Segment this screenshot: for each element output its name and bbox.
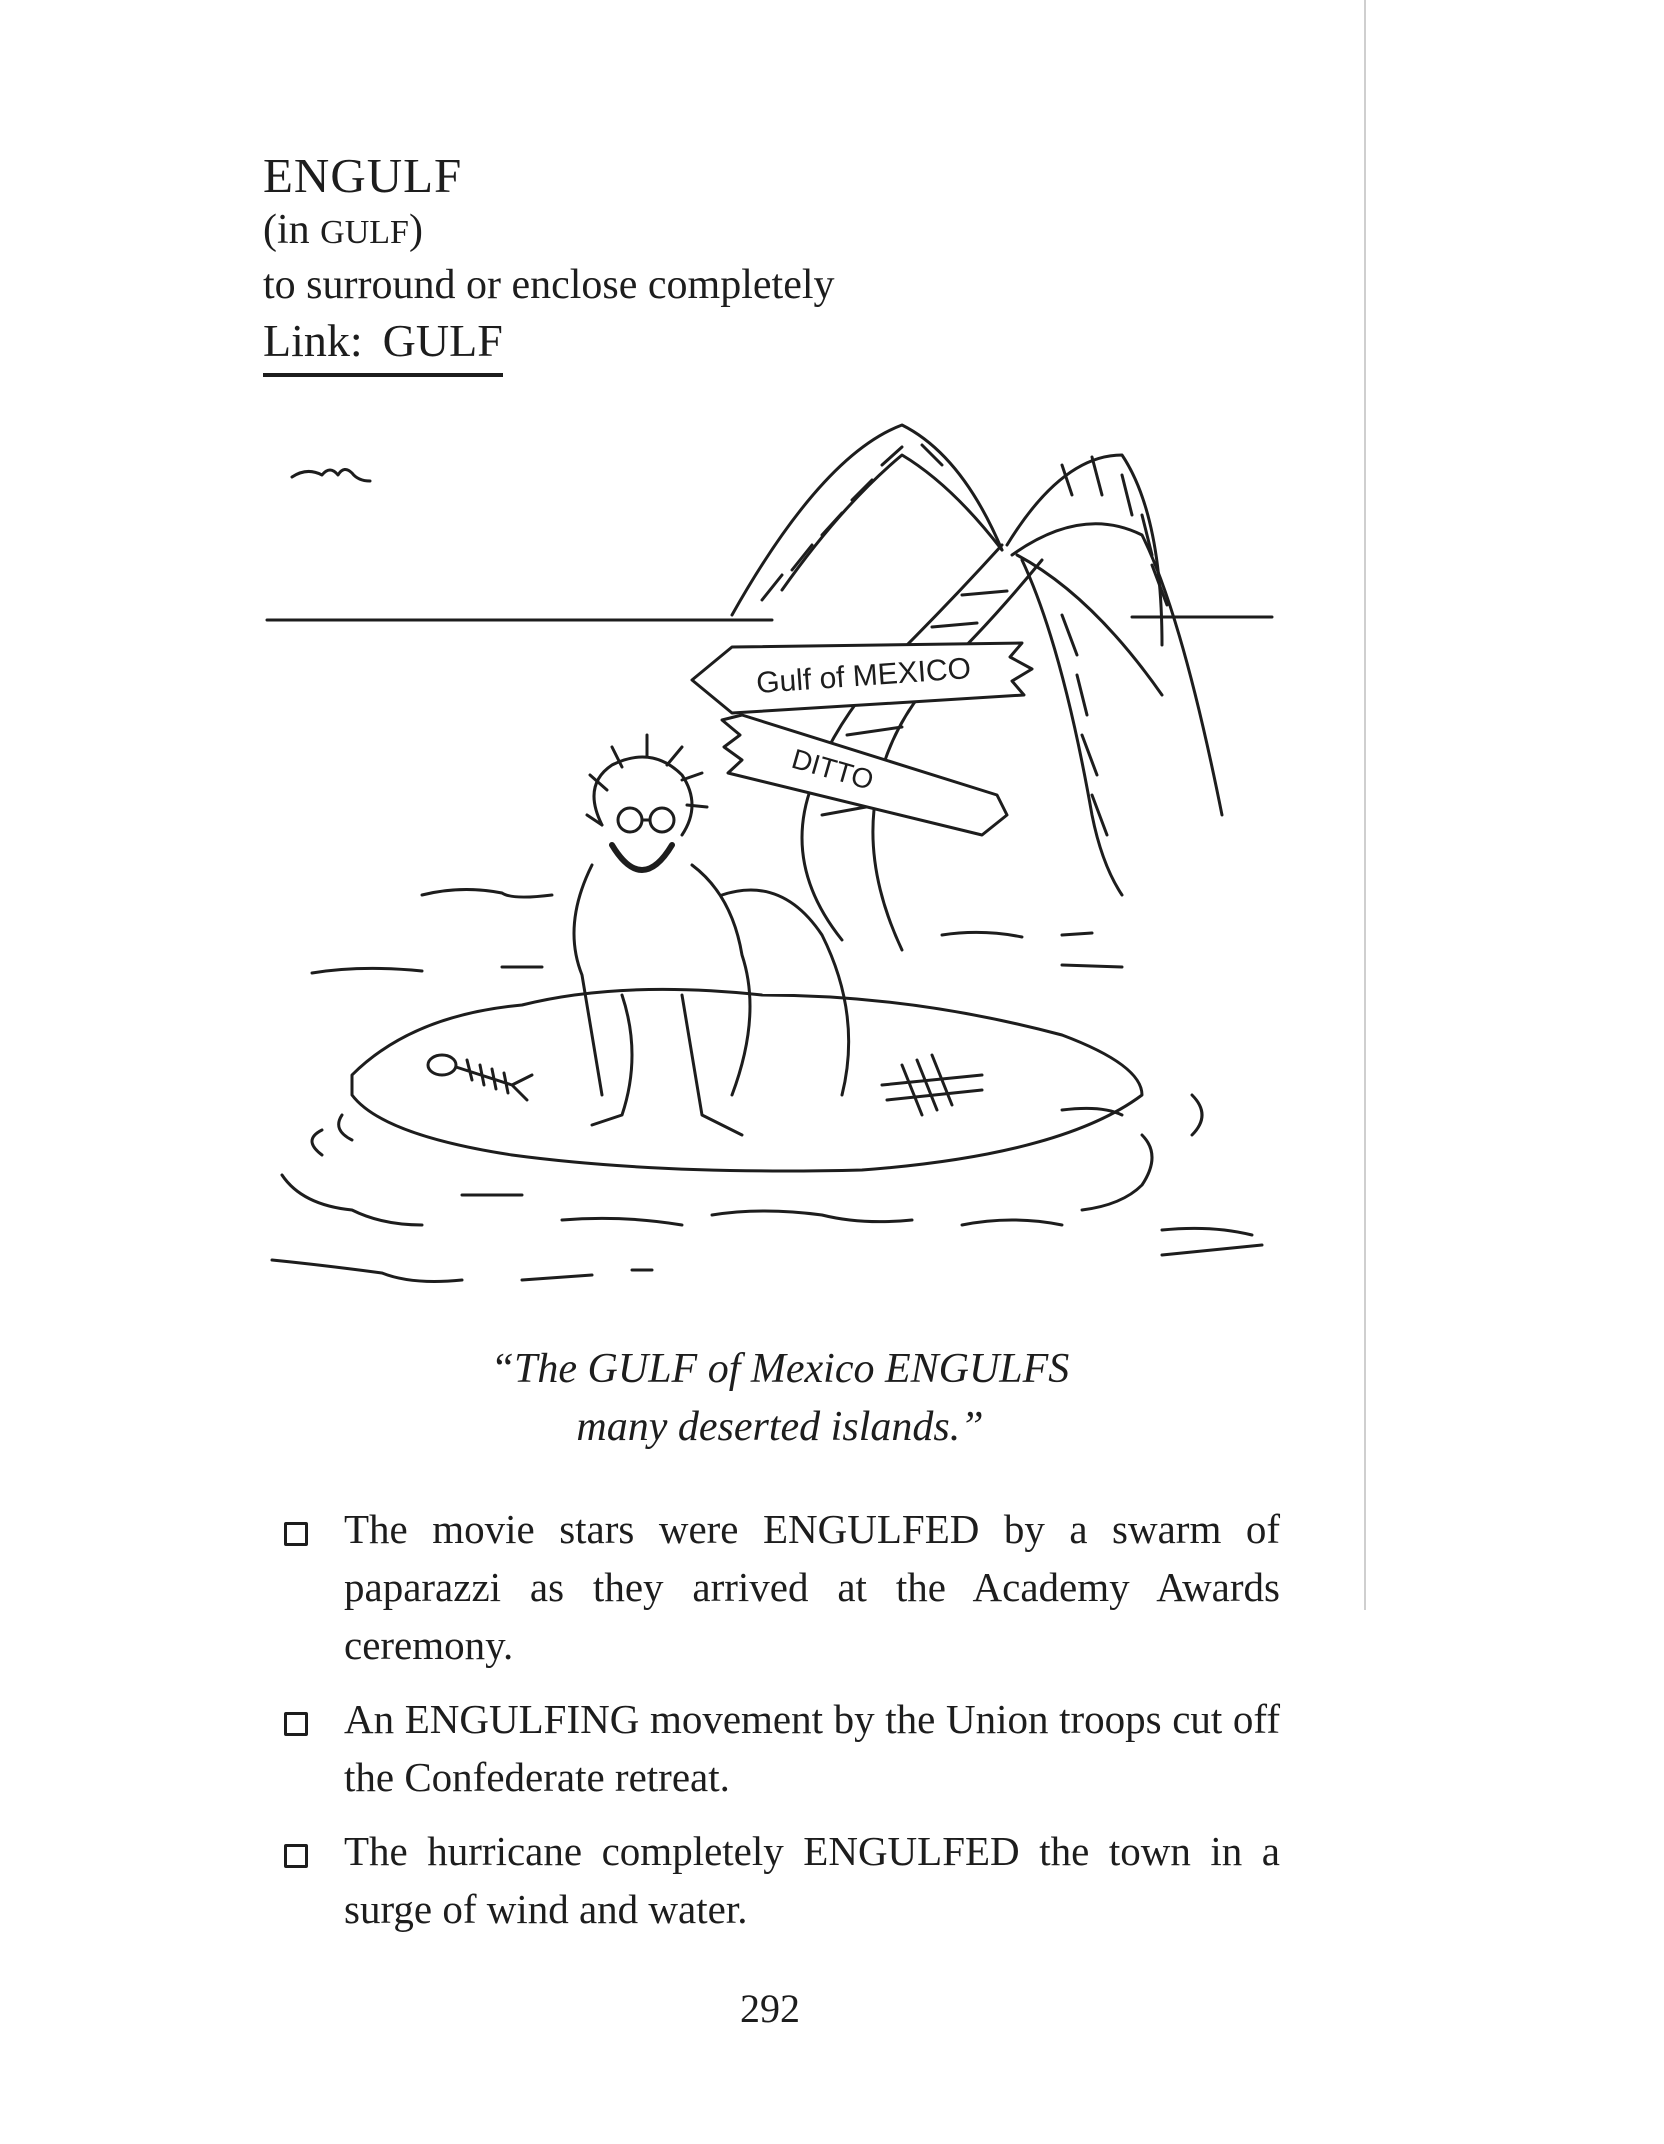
example-sentence: The movie stars were ENGULFED by a swarm of paparazzi as they arrived at the Academy Awards ceremony.	[280, 1500, 1280, 1674]
cartoon-illustration	[262, 395, 1282, 1325]
sign-bottom-text: DITTO	[788, 742, 878, 796]
example-sentence: An ENGULFING movement by the Union troops cut off the Confederate retreat.	[280, 1690, 1280, 1806]
example-sentences	[280, 1500, 1280, 1954]
caption-line-1: “The GULF of Mexico ENGULFS	[490, 1346, 1070, 1392]
seagull-icon	[292, 469, 370, 481]
breakdown-root: GULF	[320, 214, 409, 251]
headword: ENGULF	[263, 148, 463, 203]
page-number: 292	[740, 1986, 800, 2031]
word-breakdown: (in GULF)	[263, 207, 423, 253]
caption-line-2: many deserted islands.”	[576, 1404, 984, 1450]
fish-skeleton-icon	[428, 1055, 532, 1100]
link-word: GULF	[382, 315, 503, 366]
signpost	[692, 643, 1032, 835]
definition: to surround or enclose completely	[263, 262, 835, 308]
horizon-line	[267, 617, 1272, 620]
link-line	[263, 311, 503, 377]
cartoon-caption	[340, 1340, 1220, 1456]
checkbox-icon	[284, 1712, 308, 1736]
tally-marks-icon	[882, 1055, 982, 1115]
checkbox-icon	[284, 1844, 308, 1868]
link-label: Link:	[263, 315, 363, 366]
example-sentence: The hurricane completely ENGULFED the town in a surge of wind and water.	[280, 1822, 1280, 1938]
water-waves	[272, 889, 1262, 1281]
checkbox-icon	[284, 1522, 308, 1546]
vocabulary-entry	[263, 148, 835, 377]
page-edge-rule	[1364, 0, 1366, 1610]
sign-top-text: Gulf of MEXICO	[755, 652, 973, 700]
island	[352, 989, 1142, 1171]
